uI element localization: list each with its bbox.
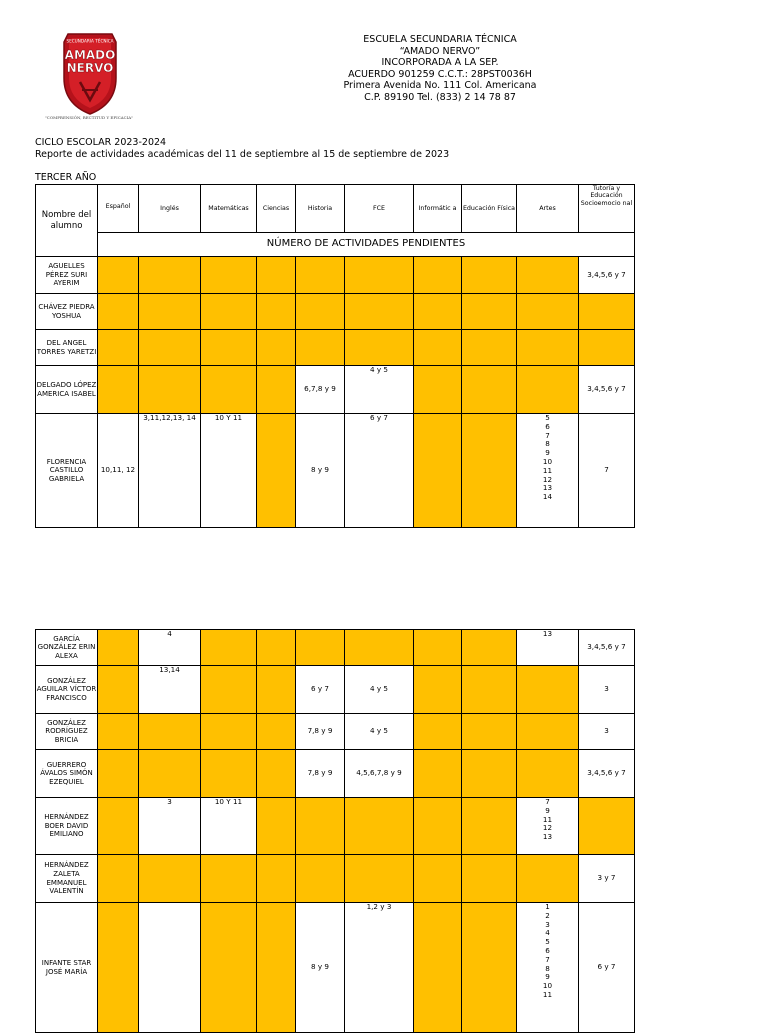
pending-activities-cell bbox=[414, 330, 462, 366]
header-line: ACUERDO 901259 C.C.T.: 28PST0036H bbox=[348, 68, 532, 80]
pending-activities-cell bbox=[257, 750, 296, 798]
column-header-subject: Artes bbox=[517, 185, 579, 233]
student-name-cell: FLORENCIA CASTILLO GABRIELA bbox=[36, 414, 98, 528]
pending-activities-cell bbox=[462, 666, 517, 714]
pending-activities-cell bbox=[345, 630, 414, 666]
pending-activities-cell bbox=[345, 855, 414, 903]
pending-activities-cell bbox=[296, 798, 345, 855]
pending-activities-cell: 7,8 y 9 bbox=[296, 750, 345, 798]
column-header-subject: FCE bbox=[345, 185, 414, 233]
pending-activities-cell: 4 bbox=[139, 630, 201, 666]
school-header bbox=[300, 34, 580, 103]
pending-activities-cell bbox=[414, 414, 462, 528]
column-header-subject: Español bbox=[98, 185, 139, 233]
pending-activities-cell bbox=[257, 414, 296, 528]
student-row bbox=[36, 630, 635, 666]
pending-activities-cell: 3 bbox=[139, 798, 201, 855]
logo-name-line1: AMADO bbox=[64, 48, 116, 62]
pending-activities-cell: 3,11,12,13, 14 bbox=[139, 414, 201, 528]
student-row bbox=[36, 330, 635, 366]
pending-activities-cell: 7,8 y 9 bbox=[296, 714, 345, 750]
pending-activities-cell bbox=[579, 294, 635, 330]
pending-activities-cell bbox=[462, 750, 517, 798]
pending-activities-cell bbox=[139, 294, 201, 330]
pending-activities-cell: 3,4,5,6 y 7 bbox=[579, 366, 635, 414]
column-header-subject: Informátic a bbox=[414, 185, 462, 233]
header-line: C.P. 89190 Tel. (833) 2 14 78 87 bbox=[364, 91, 516, 103]
pending-activities-cell bbox=[139, 714, 201, 750]
pending-activities-cell bbox=[201, 714, 257, 750]
student-row bbox=[36, 855, 635, 903]
pending-activities-cell: 10 Y 11 bbox=[201, 798, 257, 855]
pending-activities-cell bbox=[462, 855, 517, 903]
student-name-cell: GARCÍA GONZÁLEZ ERIN ALEXA bbox=[36, 630, 98, 666]
student-row bbox=[36, 294, 635, 330]
column-header-student-name: Nombre del alumno bbox=[36, 185, 98, 257]
pending-activities-cell bbox=[139, 855, 201, 903]
pending-activities-cell bbox=[257, 855, 296, 903]
pending-activities-cell bbox=[462, 714, 517, 750]
pending-activities-cell bbox=[517, 666, 579, 714]
pending-activities-cell bbox=[201, 855, 257, 903]
student-name-cell: DELGADO LÓPEZ AMERICA ISABEL bbox=[36, 366, 98, 414]
pending-activities-cell: 6 y 7 bbox=[296, 666, 345, 714]
pending-activities-cell bbox=[345, 294, 414, 330]
pending-activities-cell bbox=[517, 294, 579, 330]
column-header-subject: Matemáticas bbox=[201, 185, 257, 233]
pending-activities-cell bbox=[517, 330, 579, 366]
pending-activities-cell bbox=[414, 366, 462, 414]
table-header-row bbox=[36, 185, 635, 233]
student-name-cell: CHÁVEZ PIEDRA YOSHUA bbox=[36, 294, 98, 330]
pending-activities-cell bbox=[517, 750, 579, 798]
pending-activities-cell bbox=[98, 903, 139, 1033]
pending-activities-cell: 10,11, 12 bbox=[98, 414, 139, 528]
pending-activities-cell bbox=[98, 714, 139, 750]
pending-activities-cell bbox=[579, 330, 635, 366]
pending-activities-cell: 4,5,6,7,8 y 9 bbox=[345, 750, 414, 798]
header-line: Primera Avenida No. 111 Col. Americana bbox=[343, 80, 537, 91]
pending-activities-cell: 13 bbox=[517, 630, 579, 666]
student-row bbox=[36, 414, 635, 528]
pending-activities-cell bbox=[98, 750, 139, 798]
pending-activities-cell bbox=[201, 750, 257, 798]
pending-activities-cell bbox=[462, 366, 517, 414]
pending-activities-cell bbox=[462, 330, 517, 366]
student-name-cell: GONZÁLEZ RODRÍGUEZ BRICIA bbox=[36, 714, 98, 750]
report-period: Reporte de actividades académicas del 11 de septiembre al 15 de septiembre de 2023 bbox=[35, 149, 450, 160]
student-name-cell: GONZÁLEZ AGUILAR VÍCTOR FRANCISCO bbox=[36, 666, 98, 714]
pending-activities-cell: 3 y 7 bbox=[579, 855, 635, 903]
pending-activities-cell: 10 Y 11 bbox=[201, 414, 257, 528]
pending-activities-cell: 7 9 11 12 13 bbox=[517, 798, 579, 855]
pending-activities-cell bbox=[257, 714, 296, 750]
pending-activities-cell bbox=[296, 294, 345, 330]
student-row bbox=[36, 366, 635, 414]
pending-activities-cell bbox=[98, 630, 139, 666]
column-header-subject: Educación Física bbox=[462, 185, 517, 233]
student-name-cell: HERNÁNDEZ BOER DAVID EMILIANO bbox=[36, 798, 98, 855]
pending-activities-cell bbox=[98, 855, 139, 903]
pending-activities-cell bbox=[201, 294, 257, 330]
pending-activities-cell: 4 y 5 bbox=[345, 366, 414, 414]
student-name-cell: AGUELLES PÉREZ SURI AYERIM bbox=[36, 257, 98, 294]
pending-activities-cell: 13,14 bbox=[139, 666, 201, 714]
pending-activities-cell bbox=[462, 294, 517, 330]
student-row bbox=[36, 798, 635, 855]
pending-activities-cell: 1,2 y 3 bbox=[345, 903, 414, 1033]
pending-activities-cell: 3 bbox=[579, 666, 635, 714]
student-name-cell: GUERRERO ÁVALOS SIMÓN EZEQUIEL bbox=[36, 750, 98, 798]
pending-activities-cell: 4 y 5 bbox=[345, 714, 414, 750]
pending-activities-cell bbox=[414, 294, 462, 330]
pending-activities-cell bbox=[98, 330, 139, 366]
pending-activities-table-page-1 bbox=[35, 184, 635, 528]
school-cycle: CICLO ESCOLAR 2023-2024 bbox=[35, 137, 167, 148]
pending-activities-cell bbox=[257, 294, 296, 330]
pending-activities-cell bbox=[462, 903, 517, 1033]
pending-activities-cell bbox=[139, 366, 201, 414]
pending-activities-cell bbox=[414, 257, 462, 294]
pending-activities-cell bbox=[517, 366, 579, 414]
pending-activities-cell bbox=[462, 257, 517, 294]
pending-activities-cell bbox=[201, 630, 257, 666]
logo-name-line2: NERVO bbox=[66, 61, 114, 75]
pending-activities-cell bbox=[296, 257, 345, 294]
pending-activities-cell bbox=[98, 257, 139, 294]
pending-activities-cell: 8 y 9 bbox=[296, 414, 345, 528]
pending-activities-cell: 3,4,5,6 y 7 bbox=[579, 630, 635, 666]
pending-activities-cell bbox=[257, 366, 296, 414]
header-line: ESCUELA SECUNDARIA TÉCNICA bbox=[363, 34, 517, 45]
column-header-subject: Historia bbox=[296, 185, 345, 233]
pending-activities-cell bbox=[201, 903, 257, 1033]
pending-activities-cell bbox=[414, 666, 462, 714]
pending-activities-cell bbox=[257, 330, 296, 366]
school-logo bbox=[30, 30, 148, 120]
column-header-subject: Tutoría y Educación Socioemocio nal bbox=[579, 185, 635, 233]
pending-activities-cell bbox=[462, 414, 517, 528]
pending-activities-cell bbox=[257, 630, 296, 666]
pending-activities-cell bbox=[201, 366, 257, 414]
header-line: “AMADO NERVO” bbox=[399, 45, 481, 57]
pending-activities-cell: 3,4,5,6 y 7 bbox=[579, 750, 635, 798]
pending-activities-cell bbox=[462, 630, 517, 666]
pending-activities-cell bbox=[139, 903, 201, 1033]
pending-activities-cell: 6,7,8 y 9 bbox=[296, 366, 345, 414]
header-line: INCORPORADA A LA SEP. bbox=[381, 57, 499, 68]
section-band-row bbox=[36, 233, 635, 257]
pending-activities-cell bbox=[98, 294, 139, 330]
pending-activities-cell: 6 y 7 bbox=[345, 414, 414, 528]
pending-activities-cell: 5 6 7 8 9 10 11 12 13 14 bbox=[517, 414, 579, 528]
pending-activities-cell bbox=[257, 257, 296, 294]
pending-activities-cell: 4 y 5 bbox=[345, 666, 414, 714]
column-header-subject: Ciencias bbox=[257, 185, 296, 233]
student-row bbox=[36, 257, 635, 294]
pending-activities-band: NÚMERO DE ACTIVIDADES PENDIENTES bbox=[98, 233, 635, 257]
student-row bbox=[36, 750, 635, 798]
pending-activities-cell bbox=[517, 257, 579, 294]
pending-activities-cell bbox=[257, 798, 296, 855]
pending-activities-cell: 7 bbox=[579, 414, 635, 528]
pending-activities-cell bbox=[414, 750, 462, 798]
pending-activities-cell: 1 2 3 4 5 6 7 8 9 10 11 bbox=[517, 903, 579, 1033]
pending-activities-cell: 8 y 9 bbox=[296, 903, 345, 1033]
pending-activities-cell bbox=[201, 257, 257, 294]
column-header-subject: Inglés bbox=[139, 185, 201, 233]
pending-activities-cell bbox=[98, 798, 139, 855]
pending-activities-cell bbox=[257, 666, 296, 714]
pending-activities-cell bbox=[345, 330, 414, 366]
pending-activities-cell bbox=[98, 666, 139, 714]
logo-arc-text: SECUNDARIA TÉCNICA bbox=[66, 38, 114, 44]
logo-motto: "COMPRENSIÓN, RECTITUD Y EFICACIA" bbox=[44, 115, 134, 120]
pending-activities-table-page-2 bbox=[35, 629, 635, 1033]
pending-activities-cell bbox=[345, 257, 414, 294]
student-name-cell: HERNÁNDEZ ZALETA EMMANUEL VALENTÍN bbox=[36, 855, 98, 903]
grade-label: TERCER AÑO bbox=[35, 172, 97, 183]
pending-activities-cell bbox=[98, 366, 139, 414]
student-name-cell: DEL ANGEL TORRES YARETZI bbox=[36, 330, 98, 366]
student-name-cell: INFANTE STAR JOSÉ MARÍA bbox=[36, 903, 98, 1033]
pending-activities-cell bbox=[517, 855, 579, 903]
pending-activities-cell bbox=[296, 630, 345, 666]
pending-activities-cell bbox=[579, 798, 635, 855]
pending-activities-cell bbox=[462, 798, 517, 855]
student-row bbox=[36, 666, 635, 714]
pending-activities-cell bbox=[296, 330, 345, 366]
pending-activities-cell bbox=[414, 855, 462, 903]
pending-activities-cell bbox=[414, 798, 462, 855]
pending-activities-cell bbox=[414, 714, 462, 750]
pending-activities-cell bbox=[201, 330, 257, 366]
pending-activities-cell: 3 bbox=[579, 714, 635, 750]
pending-activities-cell bbox=[139, 750, 201, 798]
pending-activities-cell bbox=[517, 714, 579, 750]
pending-activities-cell bbox=[296, 855, 345, 903]
pending-activities-cell bbox=[345, 798, 414, 855]
pending-activities-cell bbox=[201, 666, 257, 714]
pending-activities-cell bbox=[139, 257, 201, 294]
pending-activities-cell: 6 y 7 bbox=[579, 903, 635, 1033]
pending-activities-cell: 3,4,5,6 y 7 bbox=[579, 257, 635, 294]
pending-activities-cell bbox=[414, 903, 462, 1033]
pending-activities-cell bbox=[257, 903, 296, 1033]
pending-activities-cell bbox=[139, 330, 201, 366]
student-row bbox=[36, 903, 635, 1033]
student-row bbox=[36, 714, 635, 750]
pending-activities-cell bbox=[414, 630, 462, 666]
